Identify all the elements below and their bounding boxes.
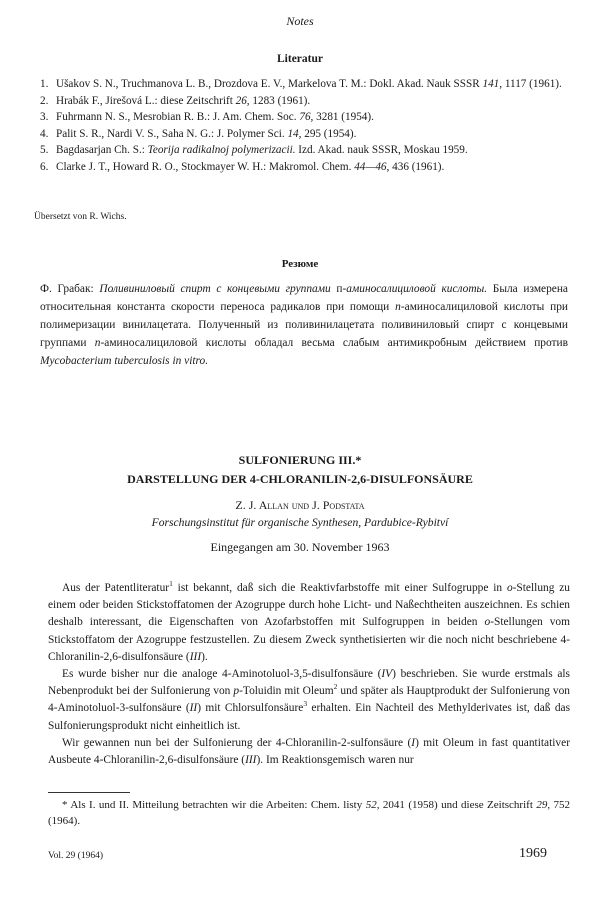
body-paragraph: Wir gewannen nun bei der Sulfonierung der 4-Chloranilin-2-sulfonsäure (I) mit Oleum in fast quantitativer Ausbeute 4-Chloranilin-2,6-disulfonsäure (III). Im Reaktionsgemisch waren nur [48,736,570,767]
reference-item: 2. Hrabák F., Jirešová L.: diese Zeitschrift 26, 1283 (1961). [40,94,311,107]
article-institute: Forschungsinstitut für organische Synthesen, Pardubice-Rybitví [151,516,449,529]
article-authors: Z. J. Allan und J. Podstata [235,498,365,512]
reference-item: 6. Clarke J. T., Howard R. O., Stockmayer W. H.: Makromol. Chem. 44—46, 436 (1961). [40,160,445,173]
reference-item: 1. Ušakov S. N., Truchmanova L. B., Drozdova E. V., Markelova T. M.: Dokl. Akad. Nauk SSSR 141, 1117 (1961). [40,78,562,90]
footnote: * Als I. und II. Mitteilung betrachten wir die Arbeiten: Chem. listy 52, 2041 (1958) und diese Zeitschrift 29, 752 (1964). [48,799,571,828]
resume-text: Ф. Грабак: Поливиниловый спирт с концевыми группами п-аминосалициловой кислоты. Была измерена относительная константа скорости переноса радикалов при помощи п-аминосалициловой кислоты при полимеризации винилацетата. Полученный из поливинилацетата поливиниловый спирт с концевыми группами п-аминосалициловой кислоты обладал весьма слабым антимикробным действием против Mycobacterium tuberculosis in vitro. [40,283,569,367]
translator-credit: Übersetzt von R. Wichs. [34,212,127,222]
resume-heading: Резюме [281,258,319,270]
received-date: Eingegangen am 30. November 1963 [210,540,390,554]
article-body [48,580,570,769]
reference-item: 5. Bagdasarjan Ch. S.: Teorija radikalnoj polymerizacii. Izd. Akad. nauk SSSR, Moskau 1959. [40,144,468,157]
volume-info: Vol. 29 (1964) [48,851,103,861]
article-title-line-2: DARSTELLUNG DER 4-CHLORANILIN-2,6-DISULFONSÄURE [127,472,473,486]
reference-item: 4. Palit S. R., Nardi V. S., Saha N. G.: J. Polymer Sci. 14, 295 (1954). [40,127,357,140]
reference-item: 3. Fuhrmann N. S., Mesrobian R. B.: J. Am. Chem. Soc. 76, 3281 (1954). [40,111,374,124]
literature-heading: Literatur [277,53,323,65]
running-head: Notes [286,14,314,28]
article-title-line-1: SULFONIERUNG III.* [238,453,362,467]
body-paragraph: Es wurde bisher nur die analoge 4-Aminotoluol-3,5-disulfonsäure (IV) beschrieben. Sie wurde erstmals als Nebenprodukt bei der Sulfonierung von p-Toluidin mit Oleum$^2$ und später als Hauptprodukt der Sulfonierung von 4-Aminotoluol-3-sulfonsäure (II) mit Chlorsulfonsäure$^3$ erhalten. Ein Nachteil des Methylderivates ist, daß das Sulfonierungsprodukt nicht einheitlich ist. [48,668,570,732]
footnote-rule [48,792,130,793]
page-number: 1969 [519,846,547,861]
article-title [0,451,600,489]
reference-list [40,76,568,176]
body-paragraph: Aus der Patentliteratur$^1$ ist bekannt, daß sich die Reaktivfarbstoffe mit einer Sulfogruppe in o-Stellung zu einem oder beiden Stickstoffatomen der Azogruppe durch hohe Licht- und Naßechtheiten auszeichnen. Es schien deshalb interessant, die Eigenschaften von Azofarbstoffen mit Sulfogruppen in beiden o-Stellungen vom Stickstoffatom der Azogruppe festzustellen. Zu diesem Zweck synthetisierten wir die noch nicht beschriebene 4-Chloranilin-2,6-disulfonsäure (III). [48,579,570,663]
